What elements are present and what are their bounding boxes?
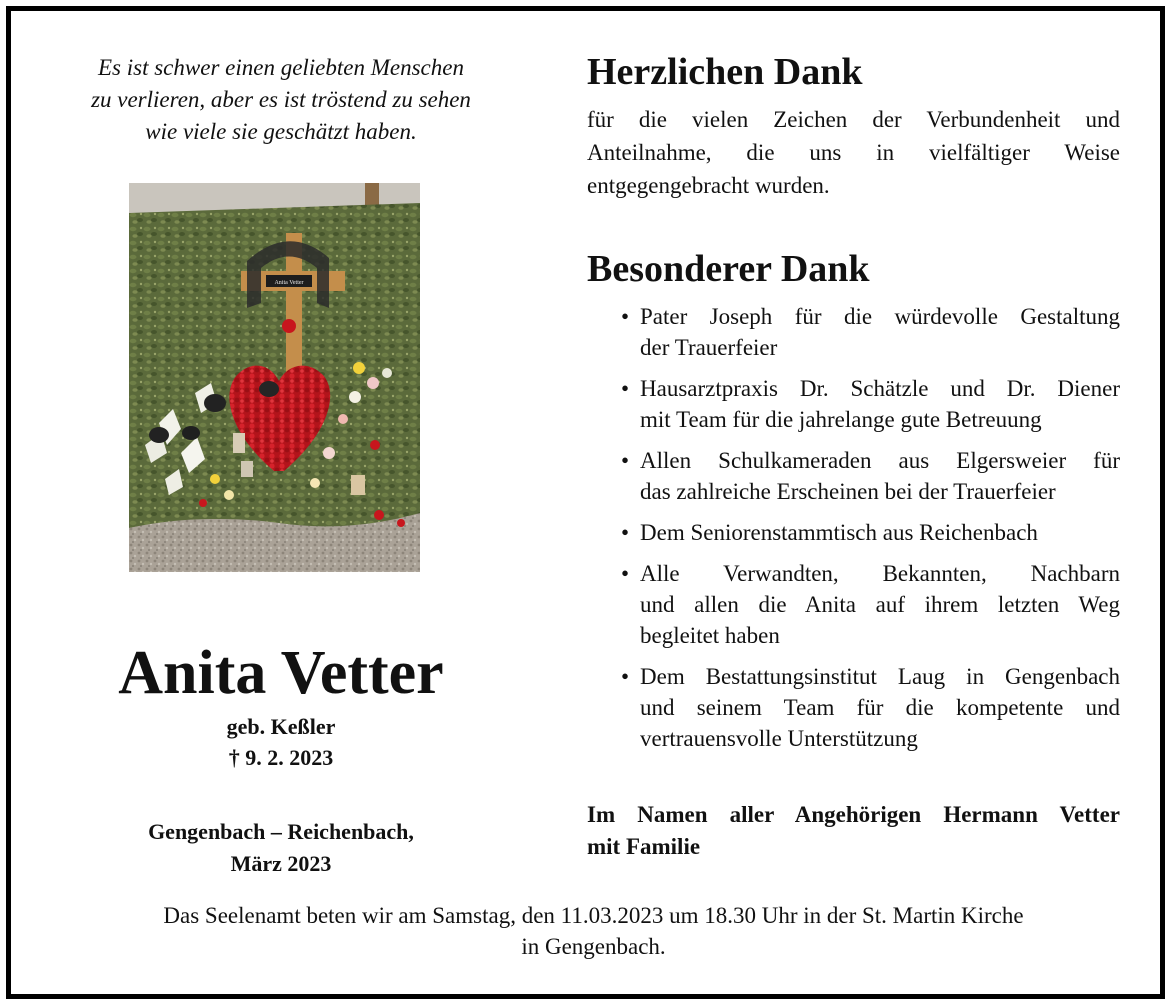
list-item-line: Alle Verwandten, Bekannten, Nachbarn (640, 561, 1120, 586)
list-item-line: Pater Joseph für die würdevolle Gestaltung (640, 304, 1120, 329)
bullet: • (621, 561, 630, 586)
obituary-card (6, 6, 1165, 999)
service-notice (31, 900, 1156, 962)
special-thanks-list (621, 301, 1120, 764)
list-item-line: Allen Schulkameraden aus Elgersweier für (640, 448, 1120, 473)
date-line: März 2023 (230, 851, 332, 876)
list-item (621, 301, 1120, 363)
list-item (621, 661, 1120, 754)
special-thanks-heading: Besonderer Dank (587, 248, 870, 290)
quote-line: Es ist schwer einen geliebten Menschen (98, 55, 464, 80)
thanks-line: Anteilnahme, die uns in vielfältiger Weise (587, 140, 1120, 165)
bullet: • (621, 448, 630, 473)
signature-line: Im Namen aller Angehörigen Hermann Vetter (587, 802, 1120, 827)
bullet: • (621, 304, 630, 329)
list-item-line: Dem Seniorenstammtisch aus Reichenbach (640, 520, 1038, 545)
list-item (621, 373, 1120, 435)
list-item-line: der Trauerfeier (640, 335, 778, 360)
place-line: Gengenbach – Reichenbach, (148, 819, 414, 844)
quote-line: zu verlieren, aber es ist tröstend zu sehen (91, 87, 471, 112)
bullet: • (621, 664, 630, 689)
thanks-heading: Herzlichen Dank (587, 51, 863, 93)
list-item (621, 445, 1120, 507)
list-item (621, 517, 1120, 548)
signature (587, 799, 1120, 863)
thanks-line: entgegengebracht wurden. (587, 173, 830, 198)
thanks-line: für die vielen Zeichen der Verbundenheit und (587, 107, 1120, 132)
place-and-date (31, 816, 531, 880)
service-notice-line: in Gengenbach. (521, 934, 666, 959)
list-item (621, 558, 1120, 651)
list-item-line: mit Team für die jahrelange gute Betreuung (640, 407, 1042, 432)
list-item-line: Hausarztpraxis Dr. Schätzle und Dr. Diener (640, 376, 1120, 401)
list-item-line: begleitet haben (640, 623, 780, 648)
death-date: † 9. 2. 2023 (228, 745, 334, 770)
cross-nameplate-text: Anita Vetter (274, 280, 304, 286)
list-item-line: Dem Bestattungsinstitut Laug in Gengenbach (640, 664, 1120, 689)
bullet: • (621, 520, 630, 545)
list-item-line: und allen die Anita auf ihrem letzten Weg (640, 592, 1120, 617)
memorial-quote (51, 52, 511, 148)
list-item-line: und seinem Team für die kompetente und (640, 695, 1120, 720)
bullet: • (621, 376, 630, 401)
birth-name: geb. Keßler (226, 714, 336, 739)
list-item-line: vertrauensvolle Unterstützung (640, 726, 918, 751)
thanks-text (587, 103, 1120, 202)
list-item-line: das zahlreiche Erscheinen bei der Trauerfeier (640, 479, 1056, 504)
service-notice-line: Das Seelenamt beten wir am Samstag, den 11.03.2023 um 18.30 Uhr in der St. Martin Kirche (163, 903, 1024, 928)
grave-cross-with-heart-icon (129, 183, 420, 572)
quote-line: wie viele sie geschätzt haben. (145, 119, 417, 144)
signature-line: mit Familie (587, 834, 701, 859)
grave-photo (129, 183, 420, 572)
deceased-name: Anita Vetter (118, 639, 444, 707)
